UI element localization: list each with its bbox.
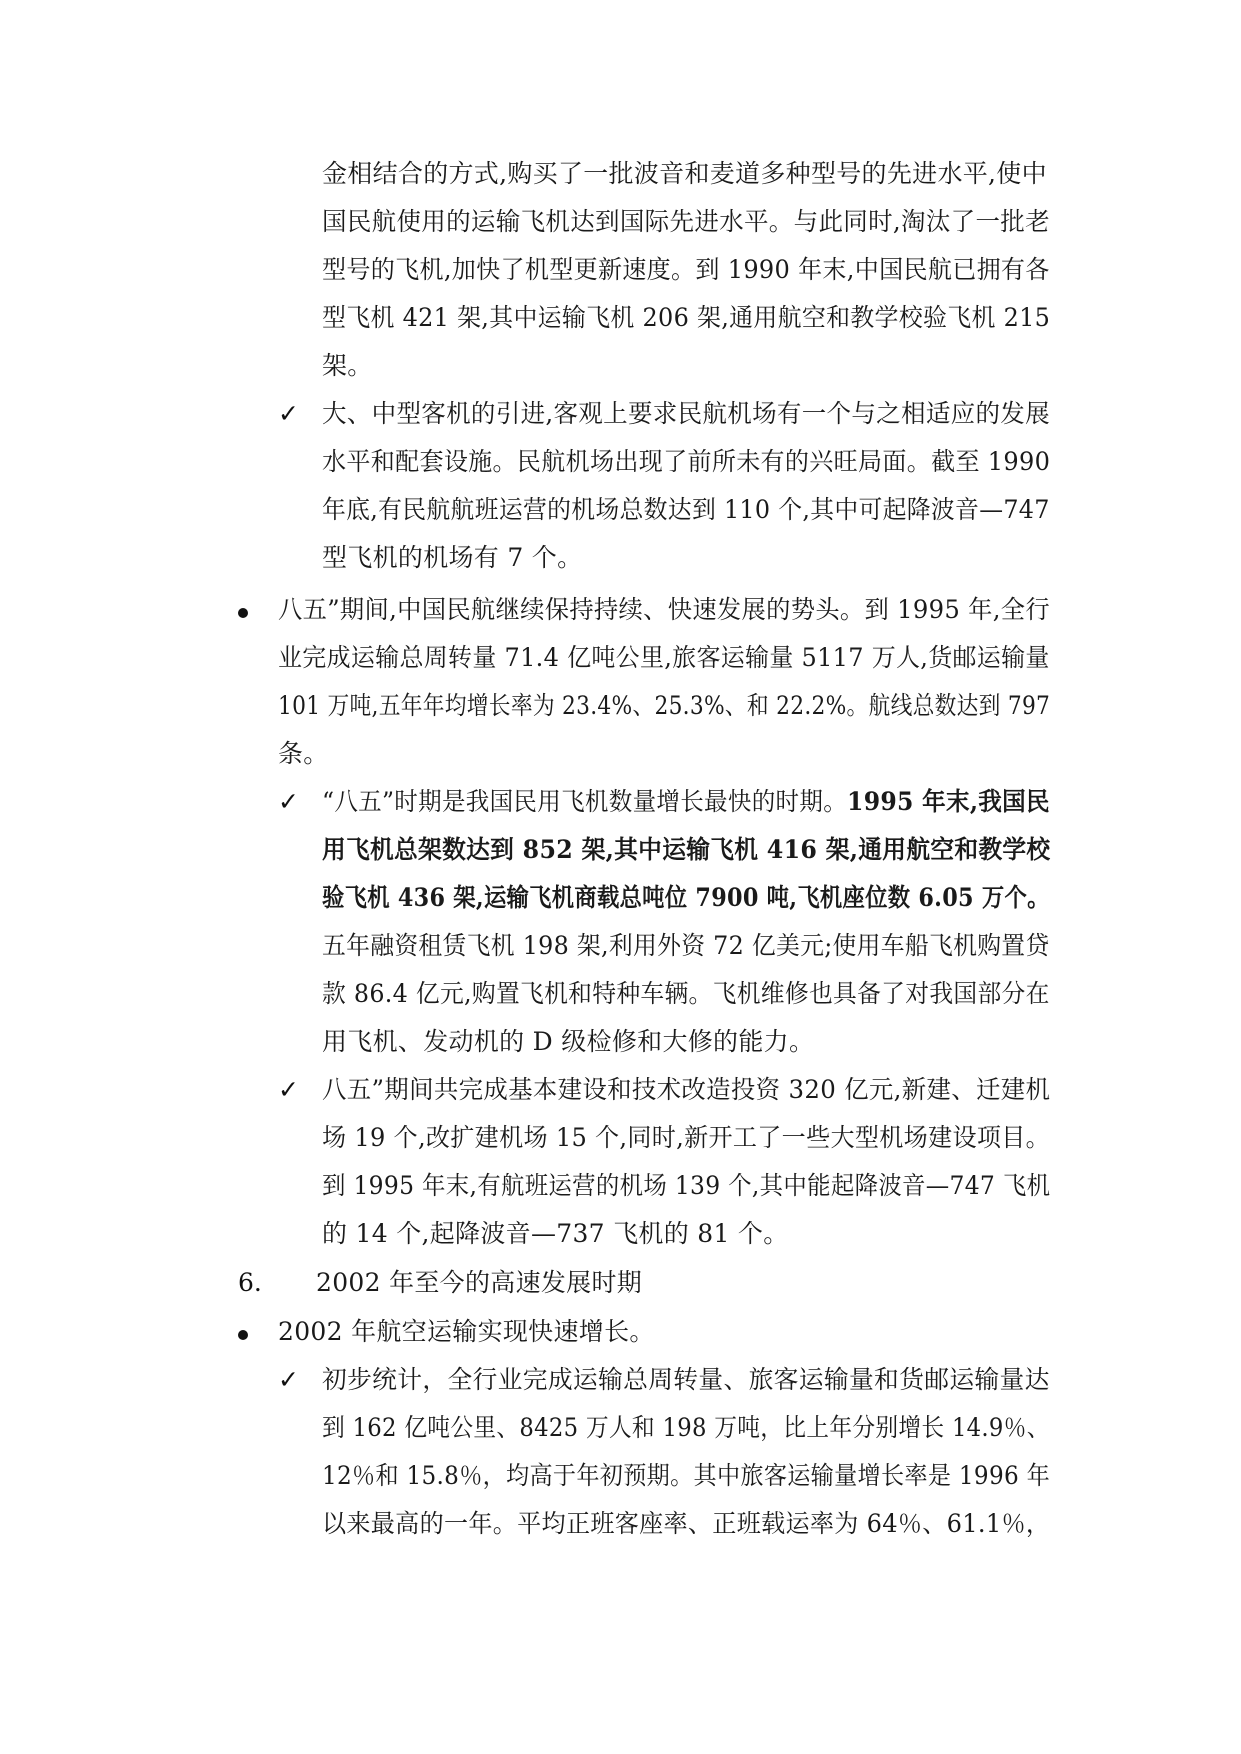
paragraph-line: 场 19 个,改扩建机场 15 个,同时,新开工了一些大型机场建设项目。 bbox=[322, 1123, 1051, 1152]
paragraph-line: 验飞机 436 架,运输飞机商载总吨位 7900 吨,飞机座位数 6.05 万个。 bbox=[322, 883, 1050, 912]
paragraph-line: 型号的飞机,加快了机型更新速度。到 1990 年末,中国民航已拥有各 bbox=[322, 255, 1050, 284]
section-number: 6. bbox=[238, 1268, 262, 1297]
paragraph-line: 款 86.4 亿元,购置飞机和特种车辆。飞机维修也具备了对我国部分在 bbox=[322, 979, 1050, 1008]
checkmark-icon: ✓ bbox=[278, 1075, 299, 1104]
paragraph-line: 2002 年航空运输实现快速增长。 bbox=[278, 1317, 655, 1346]
checkmark-icon: ✓ bbox=[278, 399, 299, 428]
paragraph-line: 到 1995 年末,有航班运营的机场 139 个,其中能起降波音—747 飞机 bbox=[322, 1171, 1051, 1200]
paragraph-line: 水平和配套设施。民航机场出现了前所未有的兴旺局面。截至 1990 bbox=[322, 447, 1051, 476]
paragraph-line: 101 万吨,五年年均增长率为 23.4%、25.3%、和 22.2%。航线总数达到 797 bbox=[278, 691, 1051, 720]
paragraph-line: 到 162 亿吨公里、8425 万人和 198 万吨，比上年分别增长 14.9％、 bbox=[322, 1413, 1050, 1442]
bullet-dot-icon bbox=[238, 608, 248, 618]
paragraph-line: 12％和 15.8％，均高于年初预期。其中旅客运输量增长率是 1996 年 bbox=[322, 1461, 1051, 1490]
paragraph-line: 八五”期间,中国民航继续保持持续、快速发展的势头。到 1995 年,全行 bbox=[278, 595, 1051, 624]
paragraph-line: 型飞机 421 架,其中运输飞机 206 架,通用航空和教学校验飞机 215 bbox=[322, 303, 1051, 332]
paragraph-line: 架。 bbox=[322, 351, 373, 380]
paragraph-line: 金相结合的方式,购买了一批波音和麦道多种型号的先进水平,使中 bbox=[322, 159, 1047, 188]
paragraph-line: 型飞机的机场有 7 个。 bbox=[322, 543, 583, 572]
paragraph-line: 条。 bbox=[278, 739, 329, 768]
section-heading: 2002 年至今的高速发展时期 bbox=[316, 1268, 643, 1297]
paragraph-line bbox=[322, 787, 1050, 817]
checkmark-icon: ✓ bbox=[278, 1365, 299, 1394]
paragraph-line: 用飞机总架数达到 852 架,其中运输飞机 416 架,通用航空和教学校 bbox=[322, 835, 1051, 864]
paragraph-line: 业完成运输总周转量 71.4 亿吨公里,旅客运输量 5117 万人,货邮运输量 bbox=[278, 643, 1050, 672]
paragraph-line: 五年融资租赁飞机 198 架,利用外资 72 亿美元;使用车船飞机购置贷 bbox=[322, 931, 1050, 960]
bullet-dot-icon bbox=[238, 1330, 248, 1340]
paragraph-line: 以来最高的一年。平均正班客座率、正班载运率为 64％、61.1％， bbox=[322, 1509, 1051, 1538]
paragraph-text: “八五”时期是我国民用飞机数量增长最快的时期。 bbox=[322, 787, 848, 816]
bold-text: 1995 年末,我国民 bbox=[847, 787, 1050, 816]
paragraph-line: 的 14 个,起降波音—737 飞机的 81 个。 bbox=[322, 1219, 789, 1248]
paragraph-line: 大、中型客机的引进,客观上要求民航机场有一个与之相适应的发展 bbox=[322, 399, 1050, 428]
paragraph-line: 年底,有民航航班运营的机场总数达到 110 个,其中可起降波音—747 bbox=[322, 495, 1050, 524]
paragraph-line: 用飞机、发动机的 D 级检修和大修的能力。 bbox=[322, 1027, 815, 1056]
paragraph-line: 国民航使用的运输飞机达到国际先进水平。与此同时,淘汰了一批老 bbox=[322, 207, 1050, 236]
paragraph-line: 八五”期间共完成基本建设和技术改造投资 320 亿元,新建、迁建机 bbox=[322, 1075, 1051, 1104]
paragraph-line: 初步统计，全行业完成运输总周转量、旅客运输量和货邮运输量达 bbox=[322, 1365, 1050, 1394]
checkmark-icon: ✓ bbox=[278, 787, 299, 816]
